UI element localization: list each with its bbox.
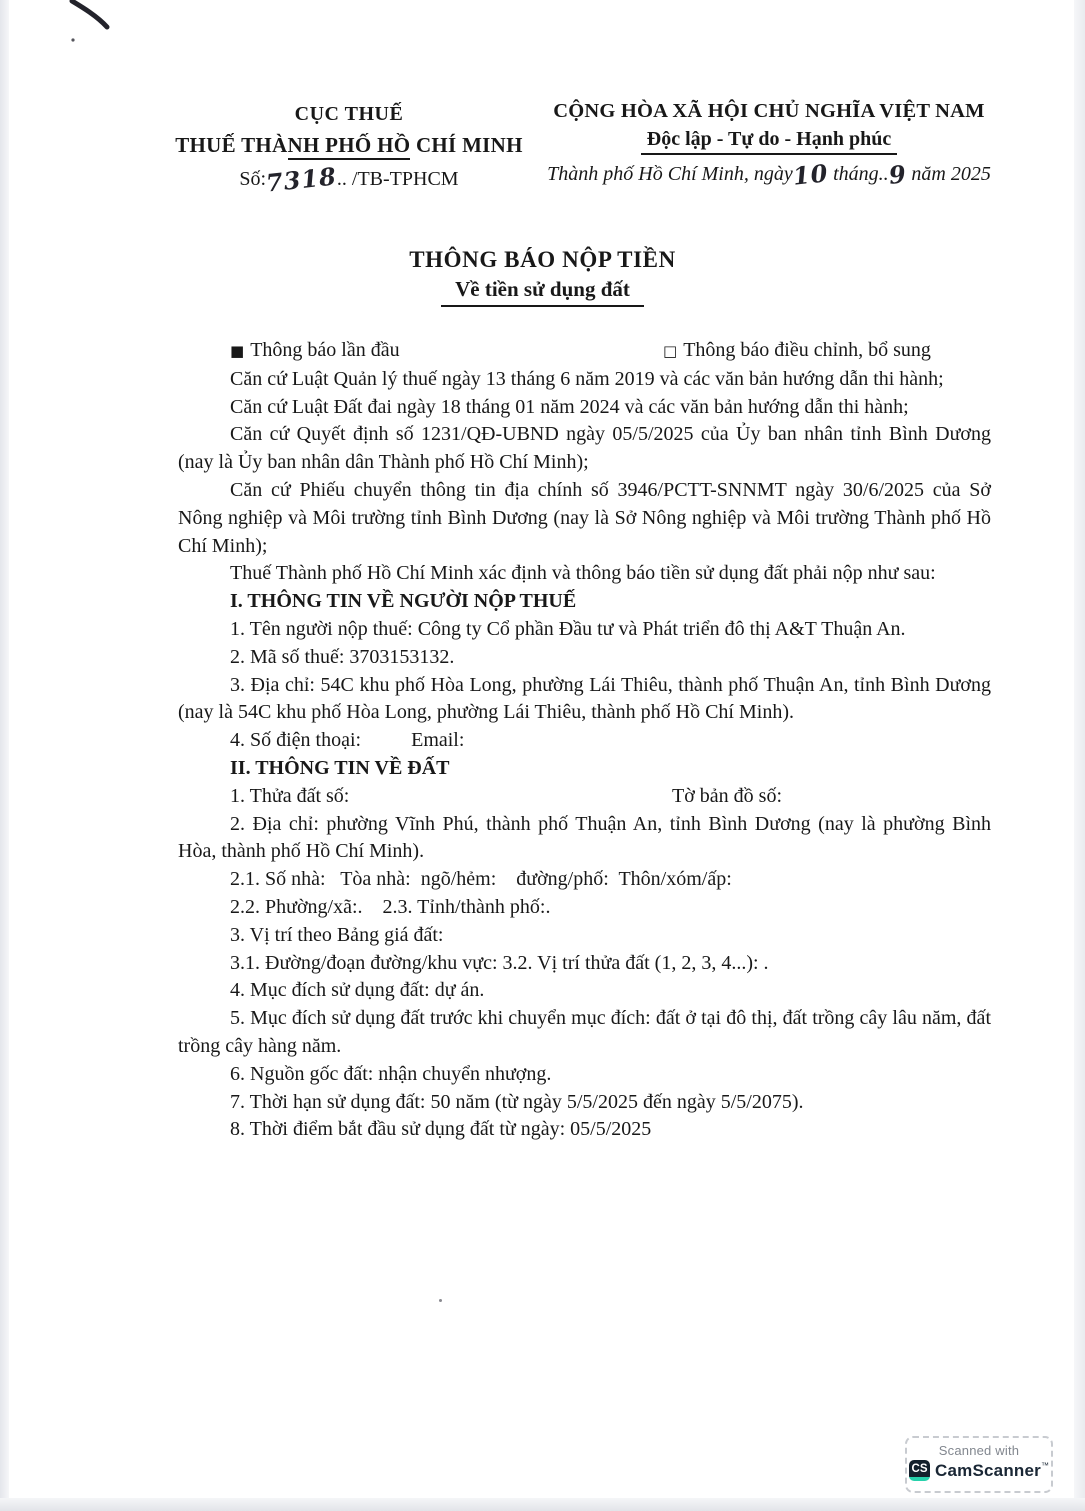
national-motto-block xyxy=(538,100,1000,191)
camscanner-name: CamScanner xyxy=(935,1460,1041,1480)
trademark-symbol: ™ xyxy=(1040,1460,1049,1470)
tax-code-line: 2. Mã số thuế: 3703153132. xyxy=(230,645,455,668)
scan-edge-left xyxy=(0,0,9,1511)
legal-basis-paragraph: Căn cứ Phiếu chuyển thông tin địa chính số 3946/PCTT-SNNMT ngày 30/6/2025 của Sở Nông nghiệp và Môi trường tỉnh Bình Dương (nay là Sở Nông nghiệp và Môi trường Thành phố Hồ Chí Minh); xyxy=(178,478,996,557)
handwritten-document-number: 7318 xyxy=(264,161,339,198)
handwritten-month: 9 xyxy=(887,159,908,190)
agency-parent-name: CỤC THUẾ xyxy=(294,103,404,125)
notice-adjust-label: Thông báo điều chỉnh, bổ sung xyxy=(683,339,931,361)
notice-type-row xyxy=(178,337,991,366)
taxpayer-name-line: 1. Tên người nộp thuế: Công ty Cổ phần Đầu tư và Phát triển đô thị A&T Thuận An. xyxy=(230,617,906,640)
land-address-line: 2. Địa chỉ: phường Vĩnh Phú, thành phố Thuận An, tỉnh Bình Dương (nay là phường Bình Hòa, thành phố Hồ Chí Minh). xyxy=(178,812,996,863)
document-title-block xyxy=(0,247,1085,307)
pen-stroke-mark xyxy=(0,0,200,70)
document-number-line: Số:7318.. /TB-TPHCM xyxy=(239,161,459,198)
price-table-position-line: 3. Vị trí theo Bảng giá đất: xyxy=(230,923,444,946)
legal-basis-paragraph: Căn cứ Luật Quản lý thuế ngày 13 tháng 6 năm 2019 và các văn bản hướng dẫn thi hành; xyxy=(230,367,944,390)
prior-purpose-line: 5. Mục đích sử dụng đất trước khi chuyển mục đích: đất ở tại đô thị, đất trồng cây lâu năm, đất trồng cây hàng năm. xyxy=(178,1007,996,1057)
parcel-number-label: 1. Thửa đất số: xyxy=(230,784,350,807)
notice-first-label: Thông báo lần đầu xyxy=(250,339,400,361)
scanned-with-label: Scanned with xyxy=(938,1443,1020,1458)
ward-province-line: 2.2. Phường/xã:. 2.3. Tỉnh/thành phố:. xyxy=(230,895,551,918)
scan-edge-right xyxy=(1074,0,1085,1511)
parcel-number-row xyxy=(178,783,991,811)
issuing-agency-block xyxy=(168,103,530,198)
checkbox-empty-icon: □ xyxy=(663,342,678,360)
land-use-term-line: 7. Thời hạn sử dụng đất: 50 năm (từ ngày 5/5/2025 đến ngày 5/5/2075). xyxy=(230,1090,804,1113)
document-title: THÔNG BÁO NỘP TIỀN xyxy=(409,247,676,272)
ink-dot-artifact xyxy=(439,1299,442,1302)
checkbox-filled-icon: ■ xyxy=(230,342,245,360)
handwritten-day: 10 xyxy=(791,158,830,191)
camscanner-logo-icon: CS xyxy=(909,1460,930,1481)
house-number-line: 2.1. Số nhà: Tòa nhà: ngõ/hẻm: đường/phố: Thôn/xóm/ấp: xyxy=(230,868,732,891)
motto: Độc lập - Tự do - Hạnh phúc xyxy=(641,128,897,155)
taxpayer-address-line: 3. Địa chỉ: 54C khu phố Hòa Long, phường Lái Thiêu, thành phố Thuận An, tỉnh Bình Dương (nay là 54C khu phố Hòa Long, phường Lái Thiêu, thành phố Hồ Chí Minh). xyxy=(178,673,996,724)
section1-heading: I. THÔNG TIN VỀ NGƯỜI NỘP THUẾ xyxy=(230,590,577,613)
legal-basis-paragraph: Căn cứ Quyết định số 1231/QĐ-UBND ngày 05/5/2025 của Ủy ban nhân tỉnh Bình Dương (nay là Ủy ban nhân dân Thành phố Hồ Chí Minh); xyxy=(178,423,996,474)
road-segment-line: 3.1. Đường/đoạn đường/khu vực: 3.2. Vị trí thửa đất (1, 2, 3, 4...): . xyxy=(230,951,769,974)
scan-edge-bottom xyxy=(0,1498,1085,1511)
intro-paragraph: Thuế Thành phố Hồ Chí Minh xác định và thông báo tiền sử dụng đất phải nộp như sau: xyxy=(230,562,936,585)
map-sheet-label: Tờ bản đồ số: xyxy=(672,784,783,807)
agency-name: THUẾ THÀNH PHỐ HỒ CHÍ MINH xyxy=(168,133,530,158)
document-subtitle: Về tiền sử dụng đất xyxy=(441,277,644,307)
section2-heading: II. THÔNG TIN VỀ ĐẤT xyxy=(230,756,450,779)
document-body xyxy=(178,337,996,1144)
legal-basis-paragraph: Căn cứ Luật Đất đai ngày 18 tháng 01 năm 2024 và các văn bản hướng dẫn thi hành; xyxy=(230,395,909,418)
land-origin-line: 6. Nguồn gốc đất: nhận chuyển nhượng. xyxy=(230,1062,552,1085)
land-use-purpose-line: 4. Mục đích sử dụng đất: dự án. xyxy=(230,979,485,1002)
phone-email-line: 4. Số điện thoại: Email: xyxy=(230,729,465,752)
place-date-line: Thành phố Hồ Chí Minh, ngày10 tháng..9 năm 2025 xyxy=(547,158,991,191)
country-title: CỘNG HÒA XÃ HỘI CHỦ NGHĨA VIỆT NAM xyxy=(553,100,985,122)
camscanner-watermark xyxy=(905,1436,1053,1493)
land-use-start-line: 8. Thời điểm bắt đầu sử dụng đất từ ngày: 05/5/2025 xyxy=(230,1118,652,1141)
